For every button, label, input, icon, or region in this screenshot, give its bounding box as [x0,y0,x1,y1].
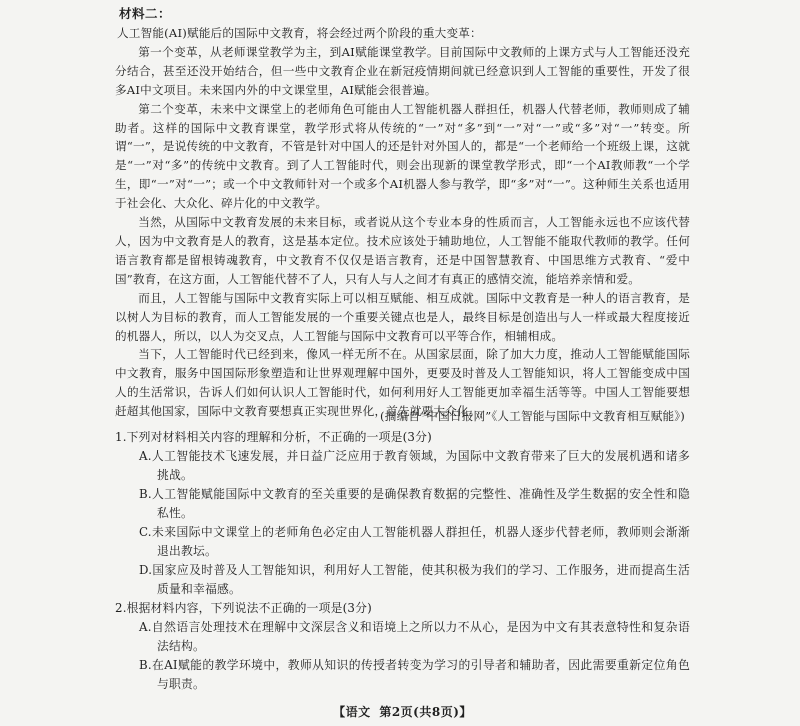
question-2-option-b: B.在AI赋能的教学环境中，教师从知识的传授者转变为学习的引导者和辅助者，因此需要重新定位角色与职责。 [139,658,690,691]
paragraph-mutual-empowerment: 而且，人工智能与国际中文教育实际上可以相互赋能、相互成就。国际中文教育是一种人的语言教育，是以树人为目标的教育，而人工智能发展的一个重要关键点也是人，最终目标是创造出与人一样或最大程度接近的机器人，所以，以人为交叉点，人工智能与国际中文教育可以平等合作，相辅相成。 [115,290,690,343]
paragraph-first-change: 第一个变革，从老师课堂教学为主，到AI赋能课堂教学。目前国际中文教师的上课方式与人工智能还没充分结合，甚至还没开始结合，但一些中文教育企业在新冠疫情期间就已经意识到人工智能的重要性，开发了很多AI中文项目。未来国内外的中文课堂里，AI赋能会很普遍。 [115,44,690,97]
question-1-option-d: D.国家应及时普及人工智能知识，利用好人工智能，使其积极为我们的学习、工作服务，进而提高生活质量和幸福感。 [139,563,690,596]
footer-subject: 【语文 [333,705,371,719]
paragraph-human-role: 当然，从国际中文教育发展的未来目标，或者说从这个专业本身的性质而言，人工智能永远也不应该代替人，因为中文教育是人的教育，这是基本定位。技术应该处于辅助地位，人工智能不能取代教师的教学。任何语言教育都是留根铸魂教育，中文教育不仅仅是语言教育，还是中国智慧教育、中国思维方式教育、“爱中国”教育，在这方面，人工智能代替不了人，只有人与人之间才有真正的感情交流，能培养亲情和爱。 [115,215,690,286]
question-2-stem: 2.根据材料内容，下列说法不正确的一项是(3分) [115,601,372,615]
paragraph-popularization: 当下，人工智能时代已经到来，像风一样无所不在。从国家层面，除了加大力度，推动人工智能赋能国际中文教育，服务中国国际形象塑造和让世界观理解中国外，更要及时普及人工智能知识，将人工智能变成中国人的生活常识，告诉人们如何认识人工智能时代，如何利用好人工智能更加幸福生活等等。中国人工智能要想赶超其他国家，国际中文教育要想真正实现世界化，首先就要大众化。 [115,347,690,419]
question-1-option-a: A.人工智能技术飞速发展，并日益广泛应用于教育领域，为国际中文教育带来了巨大的发展机遇和诸多挑战。 [139,449,690,482]
source-citation: (摘编自“中国日报网”《人工智能与国际中文教育相互赋能》) [380,409,685,423]
question-1-stem: 1.下列对材料相关内容的理解和分析，不正确的一项是(3分) [115,430,432,444]
material-body [115,24,690,421]
material-heading: 材料二： [119,6,172,21]
questions-section [115,428,690,694]
question-1-option-c: C.未来国际中文课堂上的老师角色必定由人工智能机器人群担任，机器人逐步代替老师，教师则会渐渐退出教坛。 [139,525,690,558]
question-2-option-a: A.自然语言处理技术在理解中文深层含义和语境上之所以力不从心，是因为中文有其表意特性和复杂语法结构。 [139,620,690,653]
paragraph-intro: 人工智能(AI)赋能后的国际中文教育，将会经过两个阶段的重大变革： [117,26,482,40]
exam-page [115,0,690,726]
question-1-option-b: B.人工智能赋能国际中文教育的至关重要的是确保教育数据的完整性、准确性及学生数据的安全性和隐私性。 [139,487,690,520]
footer-page-number: 第2页(共8页)】 [379,705,472,719]
paragraph-second-change: 第二个变革，未来中文课堂上的老师角色可能由人工智能机器人群担任，机器人代替老师，教师则成了辅助者。这样的国际中文教育课堂，教学形式将从传统的“一”对“多”到“一”对“一”或“多”对“一”转变。所谓“一”，是说传统的中文教育，不管是针对中国人的还是针对外国人的，都是“一个老师给一个班级上课，这就是“一”对“多”的传统中文教育。到了人工智能时代，则会出现新的课堂教学形式，即“一个AI教师教“一个学生，即“一”对“一”；或一个中文教师针对一个或多个AI机器人参与教学，即“多”对“一”。这种师生关系也适用于社会化、大众化、碎片化的中文教学。 [115,101,690,211]
page-footer [115,703,690,720]
